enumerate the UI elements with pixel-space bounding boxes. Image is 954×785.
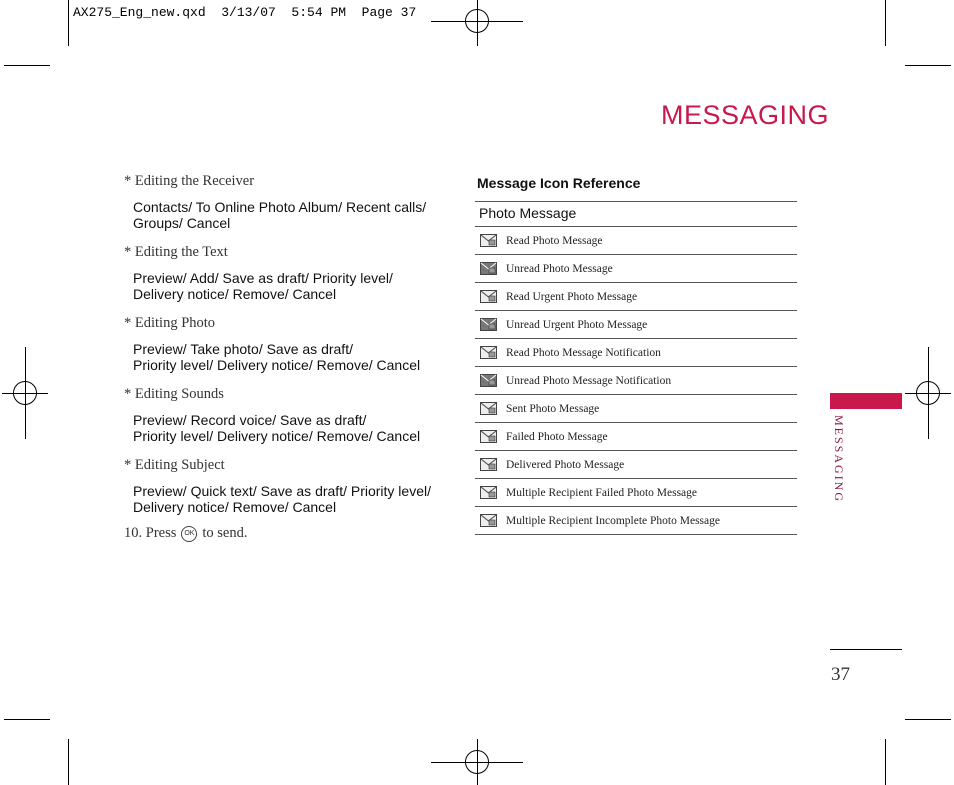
section-photo xyxy=(124,315,444,373)
section-options xyxy=(133,412,444,444)
unread-photo-notification-icon xyxy=(480,374,497,387)
options-line: Groups/ Cancel xyxy=(133,215,231,231)
sent-photo-message-icon xyxy=(480,402,497,415)
section-subject xyxy=(124,457,444,515)
delivered-photo-message-icon xyxy=(480,458,497,471)
section-tab xyxy=(830,393,902,409)
row-label: Multiple Recipient Failed Photo Message xyxy=(506,486,698,499)
printer-slug: AX275_Eng_new.qxd 3/13/07 5:54 PM Page 37 xyxy=(73,5,417,20)
table-row xyxy=(475,395,797,423)
options-line: Priority level/ Delivery notice/ Remove/ Cancel xyxy=(133,357,421,373)
step-suffix: to send. xyxy=(202,525,248,541)
row-label: Failed Photo Message xyxy=(506,430,608,443)
table-row xyxy=(475,283,797,311)
section-options xyxy=(133,270,444,302)
section-heading: * Editing the Text xyxy=(124,244,228,260)
unread-urgent-photo-message-icon xyxy=(480,318,497,331)
page-number-rule xyxy=(830,649,902,650)
page-number: 37 xyxy=(831,664,850,685)
section-heading: * Editing the Receiver xyxy=(124,173,255,189)
table-row xyxy=(475,255,797,283)
options-line: Priority level/ Delivery notice/ Remove/ Cancel xyxy=(133,428,421,444)
ok-key-icon: OK xyxy=(181,526,197,542)
table-row xyxy=(475,479,797,507)
message-icon-reference xyxy=(475,173,797,535)
table-row xyxy=(475,423,797,451)
row-label: Unread Urgent Photo Message xyxy=(506,318,648,331)
section-heading: * Editing Subject xyxy=(124,457,225,473)
section-text xyxy=(124,244,444,302)
row-label: Read Photo Message xyxy=(506,234,603,247)
options-line: Preview/ Record voice/ Save as draft/ xyxy=(133,412,367,428)
editing-options xyxy=(124,173,444,542)
side-tab-label: MESSAGING xyxy=(832,415,846,504)
read-photo-notification-icon xyxy=(480,346,497,359)
table-row xyxy=(475,507,797,535)
row-label: Multiple Recipient Incomplete Photo Message xyxy=(506,514,720,527)
failed-photo-message-icon xyxy=(480,430,497,443)
row-label: Read Urgent Photo Message xyxy=(506,290,638,303)
table-row xyxy=(475,311,797,339)
options-line: Delivery notice/ Remove/ Cancel xyxy=(133,499,337,515)
options-line: Delivery notice/ Remove/ Cancel xyxy=(133,286,337,302)
multi-recipient-failed-icon xyxy=(480,486,497,499)
section-heading: * Editing Sounds xyxy=(124,386,224,402)
page-title: MESSAGING xyxy=(660,100,829,130)
unread-photo-message-icon xyxy=(480,262,497,275)
row-label: Unread Photo Message Notification xyxy=(506,374,672,387)
options-line: Preview/ Quick text/ Save as draft/ Priority level/ xyxy=(133,483,431,499)
multi-recipient-incomplete-icon xyxy=(480,514,497,527)
step-prefix: 10. Press xyxy=(124,525,177,541)
section-heading: * Editing Photo xyxy=(124,315,216,331)
read-urgent-photo-message-icon xyxy=(480,290,497,303)
table-row xyxy=(475,451,797,479)
send-step xyxy=(124,525,444,542)
icon-table xyxy=(475,201,797,535)
section-options xyxy=(133,483,444,515)
row-label: Read Photo Message Notification xyxy=(506,346,661,359)
row-label: Unread Photo Message xyxy=(506,262,613,275)
read-photo-message-icon xyxy=(480,234,497,247)
options-line: Preview/ Add/ Save as draft/ Priority level/ xyxy=(133,270,393,286)
section-options xyxy=(133,341,444,373)
section-options xyxy=(133,199,444,231)
reference-title: Message Icon Reference xyxy=(477,175,641,191)
section-receiver xyxy=(124,173,444,231)
table-row xyxy=(475,227,797,255)
table-row xyxy=(475,367,797,395)
row-label: Delivered Photo Message xyxy=(506,458,625,471)
table-header: Photo Message xyxy=(475,202,797,227)
row-label: Sent Photo Message xyxy=(506,402,600,415)
table-row xyxy=(475,339,797,367)
options-line: Preview/ Take photo/ Save as draft/ xyxy=(133,341,353,357)
section-sounds xyxy=(124,386,444,444)
options-line: Contacts/ To Online Photo Album/ Recent calls/ xyxy=(133,199,427,215)
